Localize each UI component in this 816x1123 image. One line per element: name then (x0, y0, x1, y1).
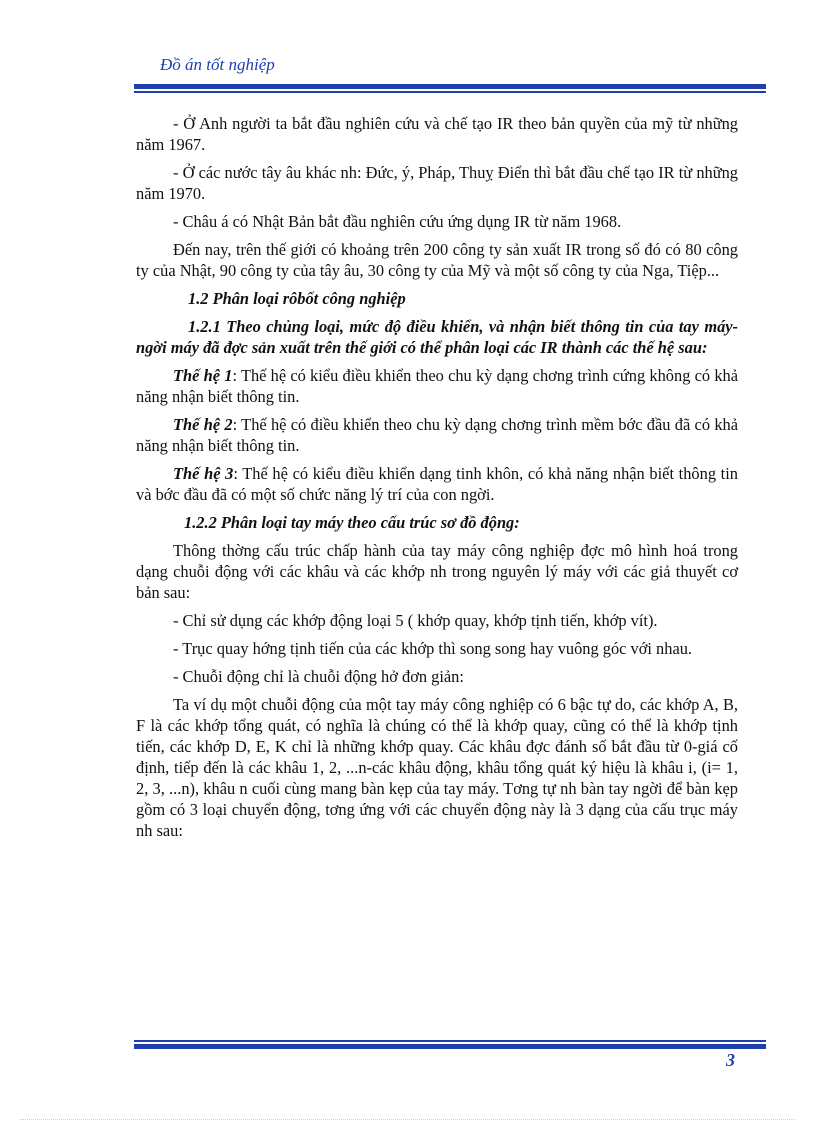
generation-1-label: Thế hệ 1 (173, 366, 233, 385)
paragraph-asia: - Châu á có Nhật Bản bắt đầu nghiên cứu ứng dụng IR từ năm 1968. (173, 212, 622, 231)
paragraph-structure-model: Thông thờng cấu trúc chấp hành của tay máy công nghiệp đợc mô hình hoá trong dạng chuỗi động với các khâu và các khớp nh trong nguyên lý máy với các giả thuyết cơ bản sau: (136, 541, 738, 602)
paragraph-england: - Ở Anh người ta bắt đầu nghiên cứu và chế tạo IR theo bản quyền của mỹ từ những năm 1967. (136, 114, 738, 154)
paragraph-assumption-2: - Trục quay hớng tịnh tiến của các khớp thì song song hay vuông góc với nhau. (173, 639, 693, 658)
paragraph-western-europe: - Ở các nước tây âu khác nh: Đức, ý, Pháp, Thuỵ Điển thì bắt đầu chế tạo IR từ những năm 1970. (136, 163, 738, 203)
footer-rule-thin (134, 1040, 766, 1042)
generation-1-text: : Thế hệ có kiểu điều khiển theo chu kỳ dạng chơng trình cứng không có khả năng nhận biết thông tin. (136, 366, 738, 406)
page-bottom-dotted-line (20, 1119, 796, 1120)
generation-2-label: Thế hệ 2 (173, 415, 233, 434)
section-heading-1-2-2: 1.2.2 Phân loại tay máy theo cấu trúc sơ đồ động: (184, 513, 520, 532)
paragraph-world-companies: Đến nay, trên thế giới có khoảng trên 200 công ty sản xuất IR trong số đó có 80 công ty của Nhật, 90 công ty của tây âu, 30 công ty của Mỹ và một số công ty của Nga, Tiệp... (136, 240, 738, 280)
generation-3-text: : Thế hệ có kiểu điều khiển dạng tinh khôn, có khả năng nhận biết thông tin và bớc đầu đã có một số chức năng lý trí của con ngời. (136, 464, 738, 504)
paragraph-assumption-1: - Chỉ sử dụng các khớp động loại 5 ( khớp quay, khớp tịnh tiến, khớp vít). (173, 611, 658, 630)
document-header-title: Đồ án tốt nghiệp (160, 55, 275, 74)
header-rule-thin (134, 91, 766, 93)
paragraph-generation-3 (136, 463, 738, 505)
generation-3-label: Thế hệ 3 (173, 464, 234, 483)
section-heading-1-2: 1.2 Phân loại rôbốt công nghiệp (188, 289, 406, 308)
page-body (136, 113, 738, 848)
page-number: 3 (726, 1050, 735, 1070)
paragraph-generation-2 (136, 414, 738, 456)
section-heading-1-2-1: 1.2.1 Theo chủng loại, mức độ điều khiển, và nhận biết thông tin của tay máy-ngời máy đã đợc sản xuất trên thế giới có thể phân loại các IR thành các thế hệ sau: (136, 317, 738, 357)
generation-2-text: : Thế hệ có điều khiển theo chu kỳ dạng chơng trình mềm bớc đầu đã có khả năng nhận biết thông tin. (136, 415, 738, 455)
footer-rule-thick (134, 1044, 766, 1049)
header-rule-thick (134, 84, 766, 89)
paragraph-assumption-3: - Chuỗi động chỉ là chuỗi động hở đơn giản: (173, 667, 464, 686)
paragraph-example-chain: Ta ví dụ một chuỗi động của một tay máy công nghiệp có 6 bậc tự do, các khớp A, B, F là các khớp tổng quát, có nghĩa là chúng có thể là khớp quay, cũng có thể là khớp tịnh tiến, các khớp D, E, K chỉ là những khớp quay. Các khâu đợc đánh số bắt đầu từ 0-giá cố định, tiếp đến là các khâu 1, 2, ...n-các khâu động, khâu tổng quát ký hiệu là khâu i, (i= 1, 2, 3, ...n), khâu n cuối cùng mang bàn kẹp của tay máy. Tơng tự nh bàn tay ngời để bàn kẹp gồm có 3 loại chuyển động, tơng ứng với các chuyển động này là 3 dạng của cấu trục máy nh sau: (136, 695, 738, 840)
paragraph-generation-1 (136, 365, 738, 407)
